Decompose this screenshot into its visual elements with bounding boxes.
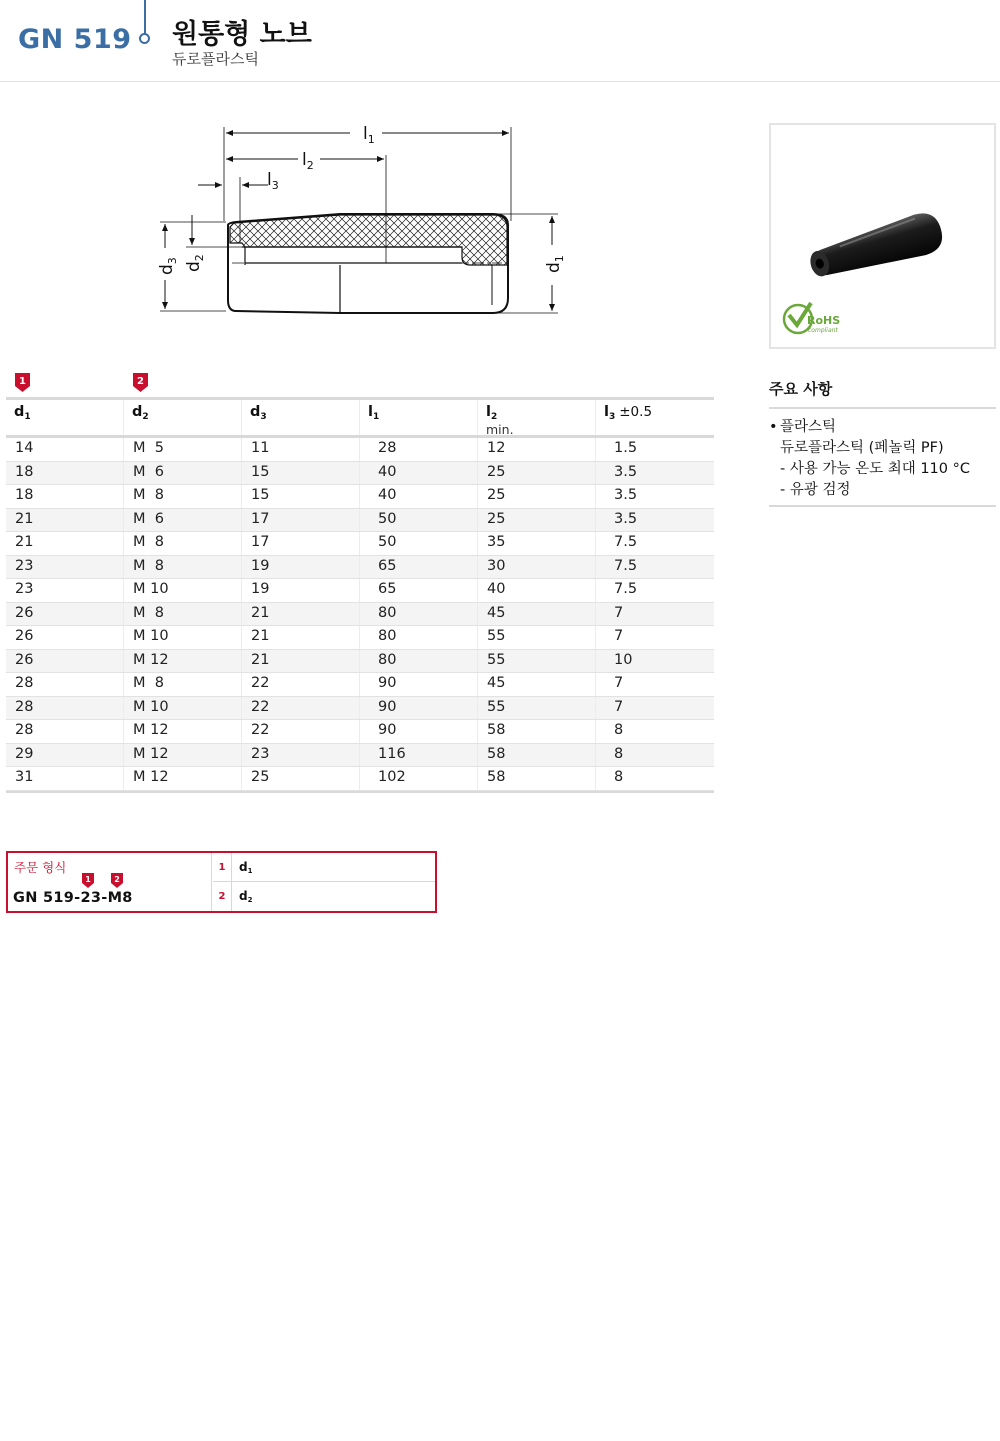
cell-l3: 7 (614, 698, 624, 715)
product-photo (769, 123, 996, 349)
cell-l2: 25 (478, 509, 596, 532)
rohs-text: RoHS (807, 314, 841, 327)
dim-l2-label: $l_2$ (302, 150, 314, 172)
rohs-subtext: compliant (808, 327, 838, 334)
order-label: 주문 형식 (14, 860, 67, 875)
cell-d3: 21 (242, 650, 360, 673)
marker-2-icon (133, 373, 148, 392)
svg-text:1: 1 (19, 376, 26, 387)
col-header-d1: $d_1$ (6, 400, 124, 435)
cell-d3: 21 (242, 603, 360, 626)
svg-text:2: 2 (137, 376, 144, 387)
cell-d2: M 8 (124, 556, 242, 579)
cell-l1: 90 (360, 720, 478, 743)
table-row (6, 650, 714, 674)
cell-d3: 22 (242, 673, 360, 696)
order-legend-row (213, 853, 435, 882)
cell-l2: 55 (478, 650, 596, 673)
svg-text:2: 2 (114, 875, 120, 884)
cell-d3: 21 (242, 626, 360, 649)
cell-d1: 31 (6, 767, 124, 790)
cell-d2: M 12 (124, 720, 242, 743)
cell-d2: M 6 (124, 462, 242, 485)
cell-d1: 23 (6, 579, 124, 602)
cell-d3: 17 (242, 532, 360, 555)
cell-l3: 10 (614, 651, 633, 668)
cell-d2: M 6 (124, 509, 242, 532)
table-row (6, 579, 714, 603)
page-subtitle: 듀로플라스틱 (172, 50, 259, 68)
col-header-d2: $d_2$ (124, 400, 242, 435)
cell-l1: 90 (360, 673, 478, 696)
svg-text:1: 1 (85, 875, 91, 884)
cell-d1: 26 (6, 626, 124, 649)
cell-d3: 11 (242, 438, 360, 461)
col-header-l1: $l_1$ (360, 400, 478, 435)
col-header-l3: $l_3 \pm 0.5$ (604, 404, 653, 422)
cell-l2: 58 (478, 720, 596, 743)
cell-d1: 18 (6, 462, 124, 485)
table-row (6, 697, 714, 721)
product-code: GN 519 (18, 24, 132, 55)
page-header (0, 0, 1000, 82)
column-markers (6, 373, 714, 397)
cell-d3: 23 (242, 744, 360, 767)
cell-d1: 21 (6, 532, 124, 555)
cell-l1: 40 (360, 462, 478, 485)
col-header-l2: $l_2$ min. (478, 400, 596, 435)
note-material: 플라스틱 (780, 419, 837, 435)
cell-l1: 90 (360, 697, 478, 720)
cell-l2: 58 (478, 744, 596, 767)
cell-d2: M 8 (124, 603, 242, 626)
header-divider-dot (139, 33, 150, 44)
cell-d2: M 8 (124, 485, 242, 508)
table-row (6, 556, 714, 580)
order-legend-value: $d_2$ (239, 889, 253, 904)
cell-d3: 17 (242, 509, 360, 532)
cell-l2: 55 (478, 626, 596, 649)
cell-l2: 25 (478, 462, 596, 485)
order-legend-row (213, 882, 435, 911)
cell-l3: 3.5 (614, 510, 638, 527)
note-sub-finish: - 유광 검정 (780, 482, 851, 498)
cell-l3: 7 (614, 604, 624, 621)
cell-l1: 50 (360, 509, 478, 532)
page-title: 원통형 노브 (172, 19, 312, 50)
cell-d3: 25 (242, 767, 360, 790)
order-legend-num: 1 (213, 853, 232, 882)
cell-l3: 7.5 (614, 581, 638, 597)
cell-l1: 50 (360, 532, 478, 555)
cell-l1: 80 (360, 626, 478, 649)
cell-d2: M 10 (124, 697, 242, 720)
cell-d1: 21 (6, 509, 124, 532)
cell-l3: 8 (614, 745, 624, 762)
cell-d1: 26 (6, 603, 124, 626)
hatched-section (230, 215, 507, 265)
note-detail: 듀로플라스틱 (페놀릭 PF) (780, 440, 944, 456)
table-row (6, 626, 714, 650)
cell-d1: 23 (6, 556, 124, 579)
order-code-panel (8, 853, 212, 911)
cell-l1: 40 (360, 485, 478, 508)
cell-d2: M 5 (124, 438, 242, 461)
cell-d1: 18 (6, 485, 124, 508)
dim-d1-label: $d_1$ (544, 255, 566, 273)
rohs-badge (784, 303, 840, 334)
cell-d3: 22 (242, 697, 360, 720)
cell-d3: 19 (242, 579, 360, 602)
dim-l3-label: $l_3$ (267, 170, 279, 192)
cell-l3: 7.5 (614, 534, 638, 550)
table-row (6, 462, 714, 486)
cell-d3: 15 (242, 462, 360, 485)
cell-l1: 65 (360, 556, 478, 579)
cell-d3: 15 (242, 485, 360, 508)
cell-l1: 102 (360, 767, 478, 790)
technical-drawing (150, 115, 570, 325)
cell-l3: 3.5 (614, 463, 638, 480)
order-code: GN 519-23-M8 (13, 890, 133, 906)
cell-l2: 35 (478, 532, 596, 555)
order-legend (213, 853, 435, 911)
table-header (6, 397, 714, 438)
cell-l2: 45 (478, 673, 596, 696)
spec-table (6, 373, 714, 793)
table-row (6, 603, 714, 627)
table-row (6, 438, 714, 462)
cell-l1: 80 (360, 603, 478, 626)
table-row (6, 767, 714, 791)
cell-l2: 58 (478, 767, 596, 790)
table-row (6, 485, 714, 509)
table-row (6, 673, 714, 697)
cell-d2: M 10 (124, 626, 242, 649)
cell-d1: 29 (6, 744, 124, 767)
table-row (6, 532, 714, 556)
table-row (6, 744, 714, 768)
table-row (6, 720, 714, 744)
note-sub-temp: - 사용 가능 온도 최대 110 °C (780, 461, 970, 477)
cell-d3: 22 (242, 720, 360, 743)
cell-l1: 65 (360, 579, 478, 602)
note-item (769, 417, 996, 501)
cell-d2: M 12 (124, 744, 242, 767)
cell-d1: 28 (6, 697, 124, 720)
order-marker-2-icon (111, 873, 123, 888)
cell-d2: M 10 (124, 579, 242, 602)
cell-l2: 40 (478, 579, 596, 602)
order-marker-1-icon (82, 873, 94, 888)
knob-photo (805, 209, 946, 287)
cell-l1: 28 (360, 438, 478, 461)
cell-l2: 30 (478, 556, 596, 579)
marker-1-icon (15, 373, 30, 392)
cell-d3: 19 (242, 556, 360, 579)
cell-l2: 55 (478, 697, 596, 720)
cell-l1: 80 (360, 650, 478, 673)
notes-body (769, 409, 996, 507)
order-legend-value: $d_1$ (239, 860, 253, 875)
cell-l3: 7.5 (614, 557, 638, 574)
cell-l3: 1.5 (614, 440, 638, 456)
cell-d2: M 8 (124, 532, 242, 555)
dim-d3-label: $d_3$ (157, 257, 179, 275)
cell-l3: 8 (614, 769, 624, 785)
dim-l1-label: $l_1$ (363, 124, 375, 146)
cell-d1: 28 (6, 673, 124, 696)
table-row (6, 509, 714, 533)
cell-d1: 28 (6, 720, 124, 743)
cell-l3: 8 (614, 722, 624, 738)
cell-l1: 116 (360, 744, 478, 767)
cell-d1: 26 (6, 650, 124, 673)
cell-l3: 3.5 (614, 487, 638, 503)
notes-panel (769, 378, 996, 507)
bullet: • (769, 419, 778, 435)
cell-d1: 14 (6, 438, 124, 461)
col-header-d3: $d_3$ (242, 400, 360, 435)
order-legend-num: 2 (213, 882, 232, 911)
cell-d2: M 8 (124, 673, 242, 696)
cell-l2: 25 (478, 485, 596, 508)
cell-l2: 45 (478, 603, 596, 626)
table-body (6, 438, 714, 793)
cell-d2: M 12 (124, 767, 242, 790)
notes-title: 주요 사항 (769, 378, 996, 409)
cell-l3: 7 (614, 675, 624, 691)
cell-l3: 7 (614, 628, 624, 644)
cell-d2: M 12 (124, 650, 242, 673)
dim-d2-label: $d_2$ (184, 254, 206, 272)
header-divider-line (144, 0, 146, 34)
order-example (6, 851, 437, 913)
cell-l2: 12 (478, 438, 596, 461)
